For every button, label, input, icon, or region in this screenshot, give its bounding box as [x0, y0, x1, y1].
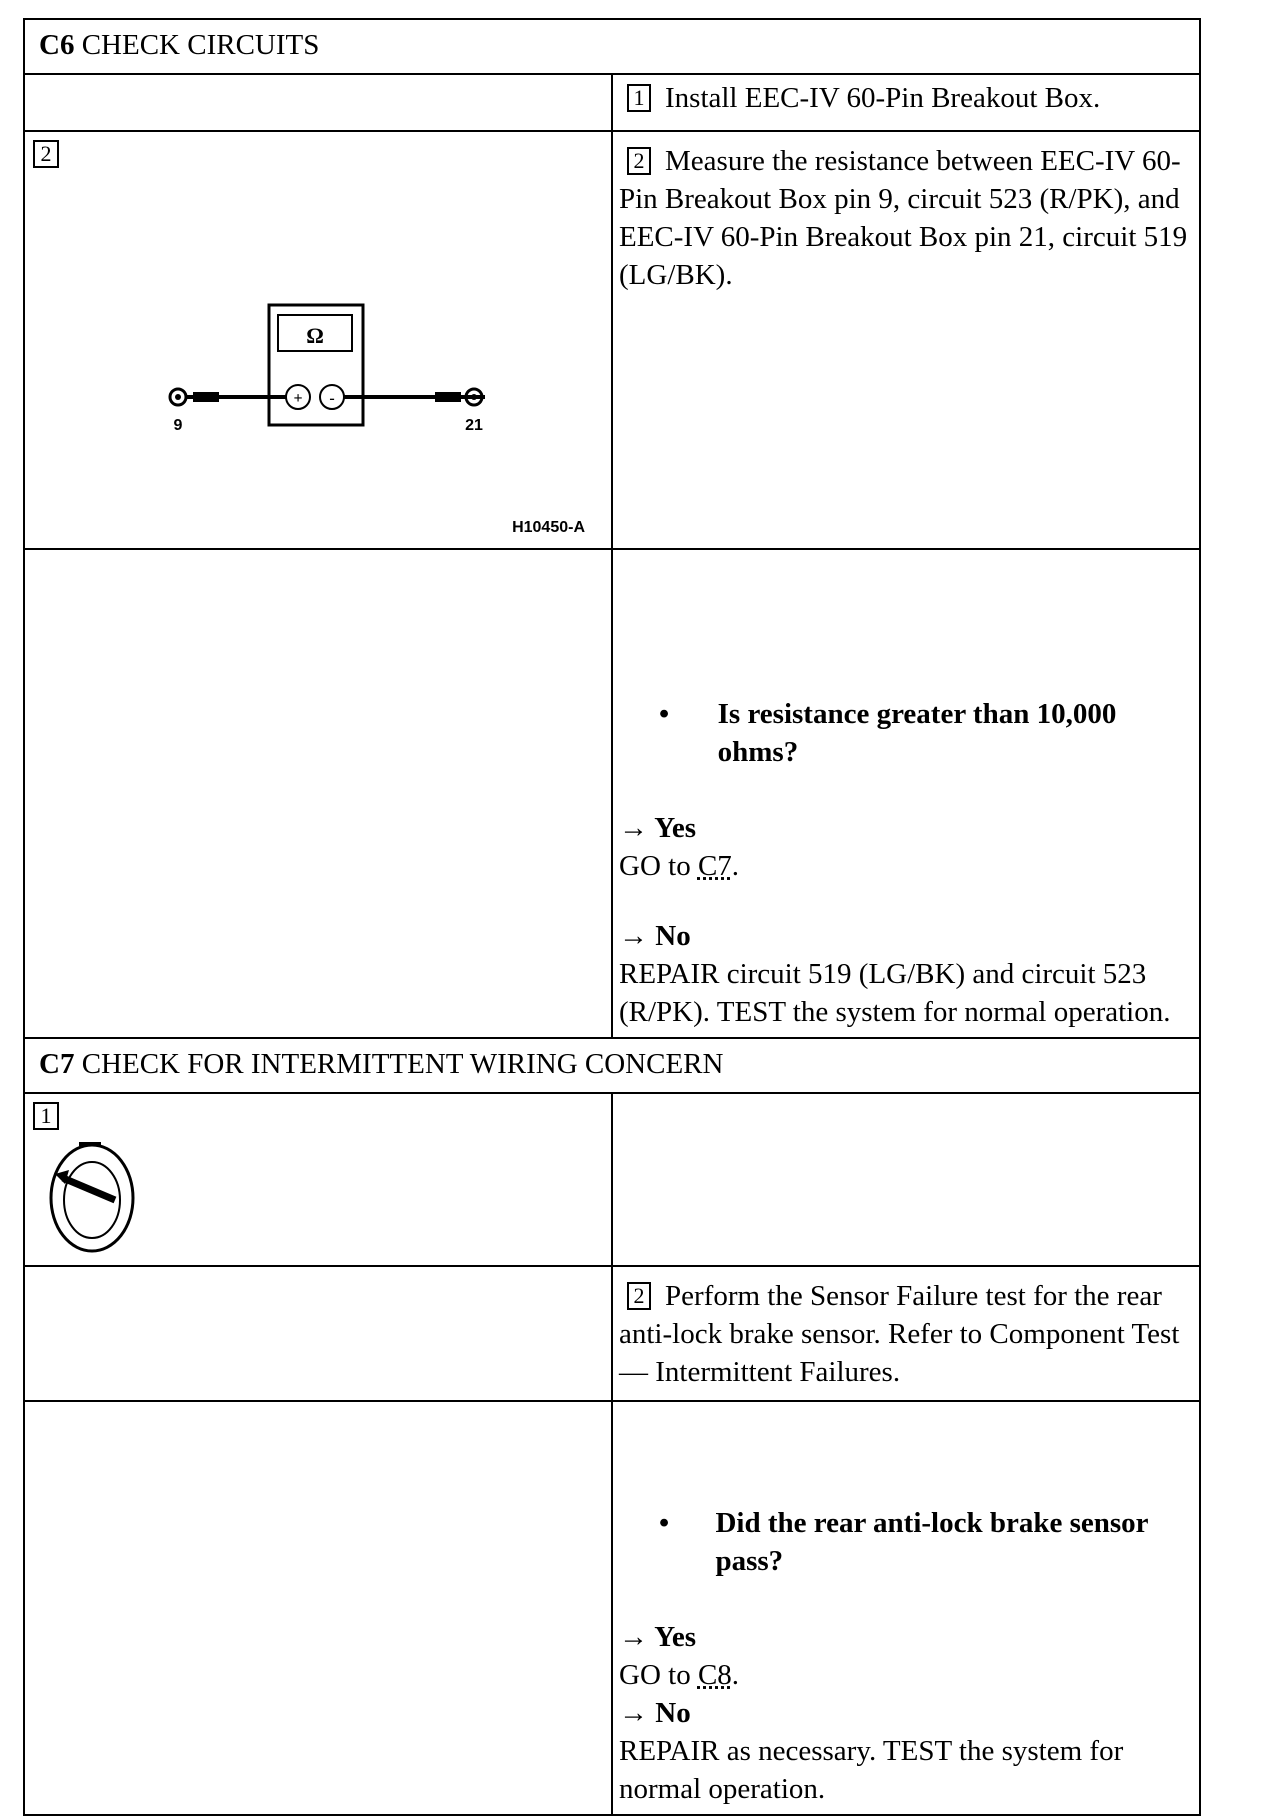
question-text: Did the rear anti-lock brake sensor pass? — [715, 1507, 1149, 1577]
no-answer — [619, 917, 1193, 1031]
bullet: • — [659, 1507, 670, 1539]
question-text: Is resistance greater than 10,000 ohms? — [717, 698, 1117, 768]
step-title: CHECK CIRCUITS — [81, 29, 320, 61]
no-text: REPAIR as necessary. TEST the system for normal operation. — [619, 1735, 1124, 1805]
ignition-switch-icon — [47, 1140, 137, 1260]
c6-figure-cell — [24, 131, 612, 549]
figure-id: H10450-A — [512, 519, 585, 536]
link-c7[interactable]: C7 — [697, 850, 732, 882]
no-text: REPAIR circuit 519 (LG/BK) and circuit 523 (R/PK). TEST the system for normal operation. — [619, 958, 1171, 1028]
c7-row3-left — [24, 1401, 612, 1815]
step-text: Install EEC-IV 60-Pin Breakout Box. — [665, 82, 1101, 114]
no-label: No — [655, 920, 691, 952]
arrow-icon: → — [619, 1621, 648, 1653]
pin-9-label: 9 — [173, 417, 183, 434]
no-answer — [619, 1694, 1193, 1808]
step-number: 1 — [33, 1102, 59, 1130]
step-text: Measure the resistance between EEC-IV 60-Pin Breakout Box pin 9, circuit 523 (R/PK), and EEC-IV 60-Pin Breakout Box pin 21, circuit 519 (LG/BK). — [619, 145, 1188, 291]
link-c8[interactable]: C8 — [697, 1659, 732, 1691]
c7-header — [24, 1038, 1200, 1093]
step-id: C7 — [39, 1048, 75, 1080]
yes-label: Yes — [654, 1621, 697, 1653]
question — [659, 1504, 1193, 1580]
c6-step2 — [612, 131, 1200, 549]
c7-result — [612, 1401, 1200, 1815]
ohmmeter-diagram — [25, 132, 595, 542]
c7-row2-left — [24, 1266, 612, 1401]
svg-text:-: - — [329, 390, 335, 407]
step-number: 2 — [627, 147, 651, 175]
arrow-icon: → — [619, 920, 648, 952]
step-number: 1 — [627, 84, 651, 112]
period: . — [731, 850, 740, 882]
diagnostic-table — [23, 18, 1201, 1816]
c7-figure-cell — [24, 1093, 612, 1266]
c6-row3-left — [24, 549, 612, 1038]
svg-text:+: + — [293, 390, 303, 407]
step-number: 2 — [627, 1282, 651, 1310]
period: . — [731, 1659, 740, 1691]
question — [659, 695, 1193, 771]
step-number: 2 — [33, 140, 59, 168]
step-id: C6 — [39, 29, 75, 61]
ohm-symbol: Ω — [306, 323, 324, 348]
yes-answer — [619, 809, 1193, 885]
c6-header — [24, 19, 1200, 74]
c7-step2 — [612, 1266, 1200, 1401]
pin-21-label: 21 — [465, 417, 483, 434]
no-label: No — [655, 1697, 691, 1729]
c7-row1-right — [612, 1093, 1200, 1266]
bullet: • — [659, 698, 670, 730]
arrow-icon: → — [619, 812, 648, 844]
yes-label: Yes — [654, 812, 697, 844]
arrow-icon: → — [619, 1697, 648, 1729]
yes-answer — [619, 1618, 1193, 1694]
go-to-text: GO to — [619, 1659, 698, 1691]
c6-result — [612, 549, 1200, 1038]
c6-step1 — [612, 74, 1200, 131]
c6-row1-left — [24, 74, 612, 131]
step-title: CHECK FOR INTERMITTENT WIRING CONCERN — [81, 1048, 724, 1080]
go-to-text: GO to — [619, 850, 698, 882]
step-text: Perform the Sensor Failure test for the rear anti-lock brake sensor. Refer to Component Test — Intermittent Failures. — [619, 1280, 1180, 1388]
